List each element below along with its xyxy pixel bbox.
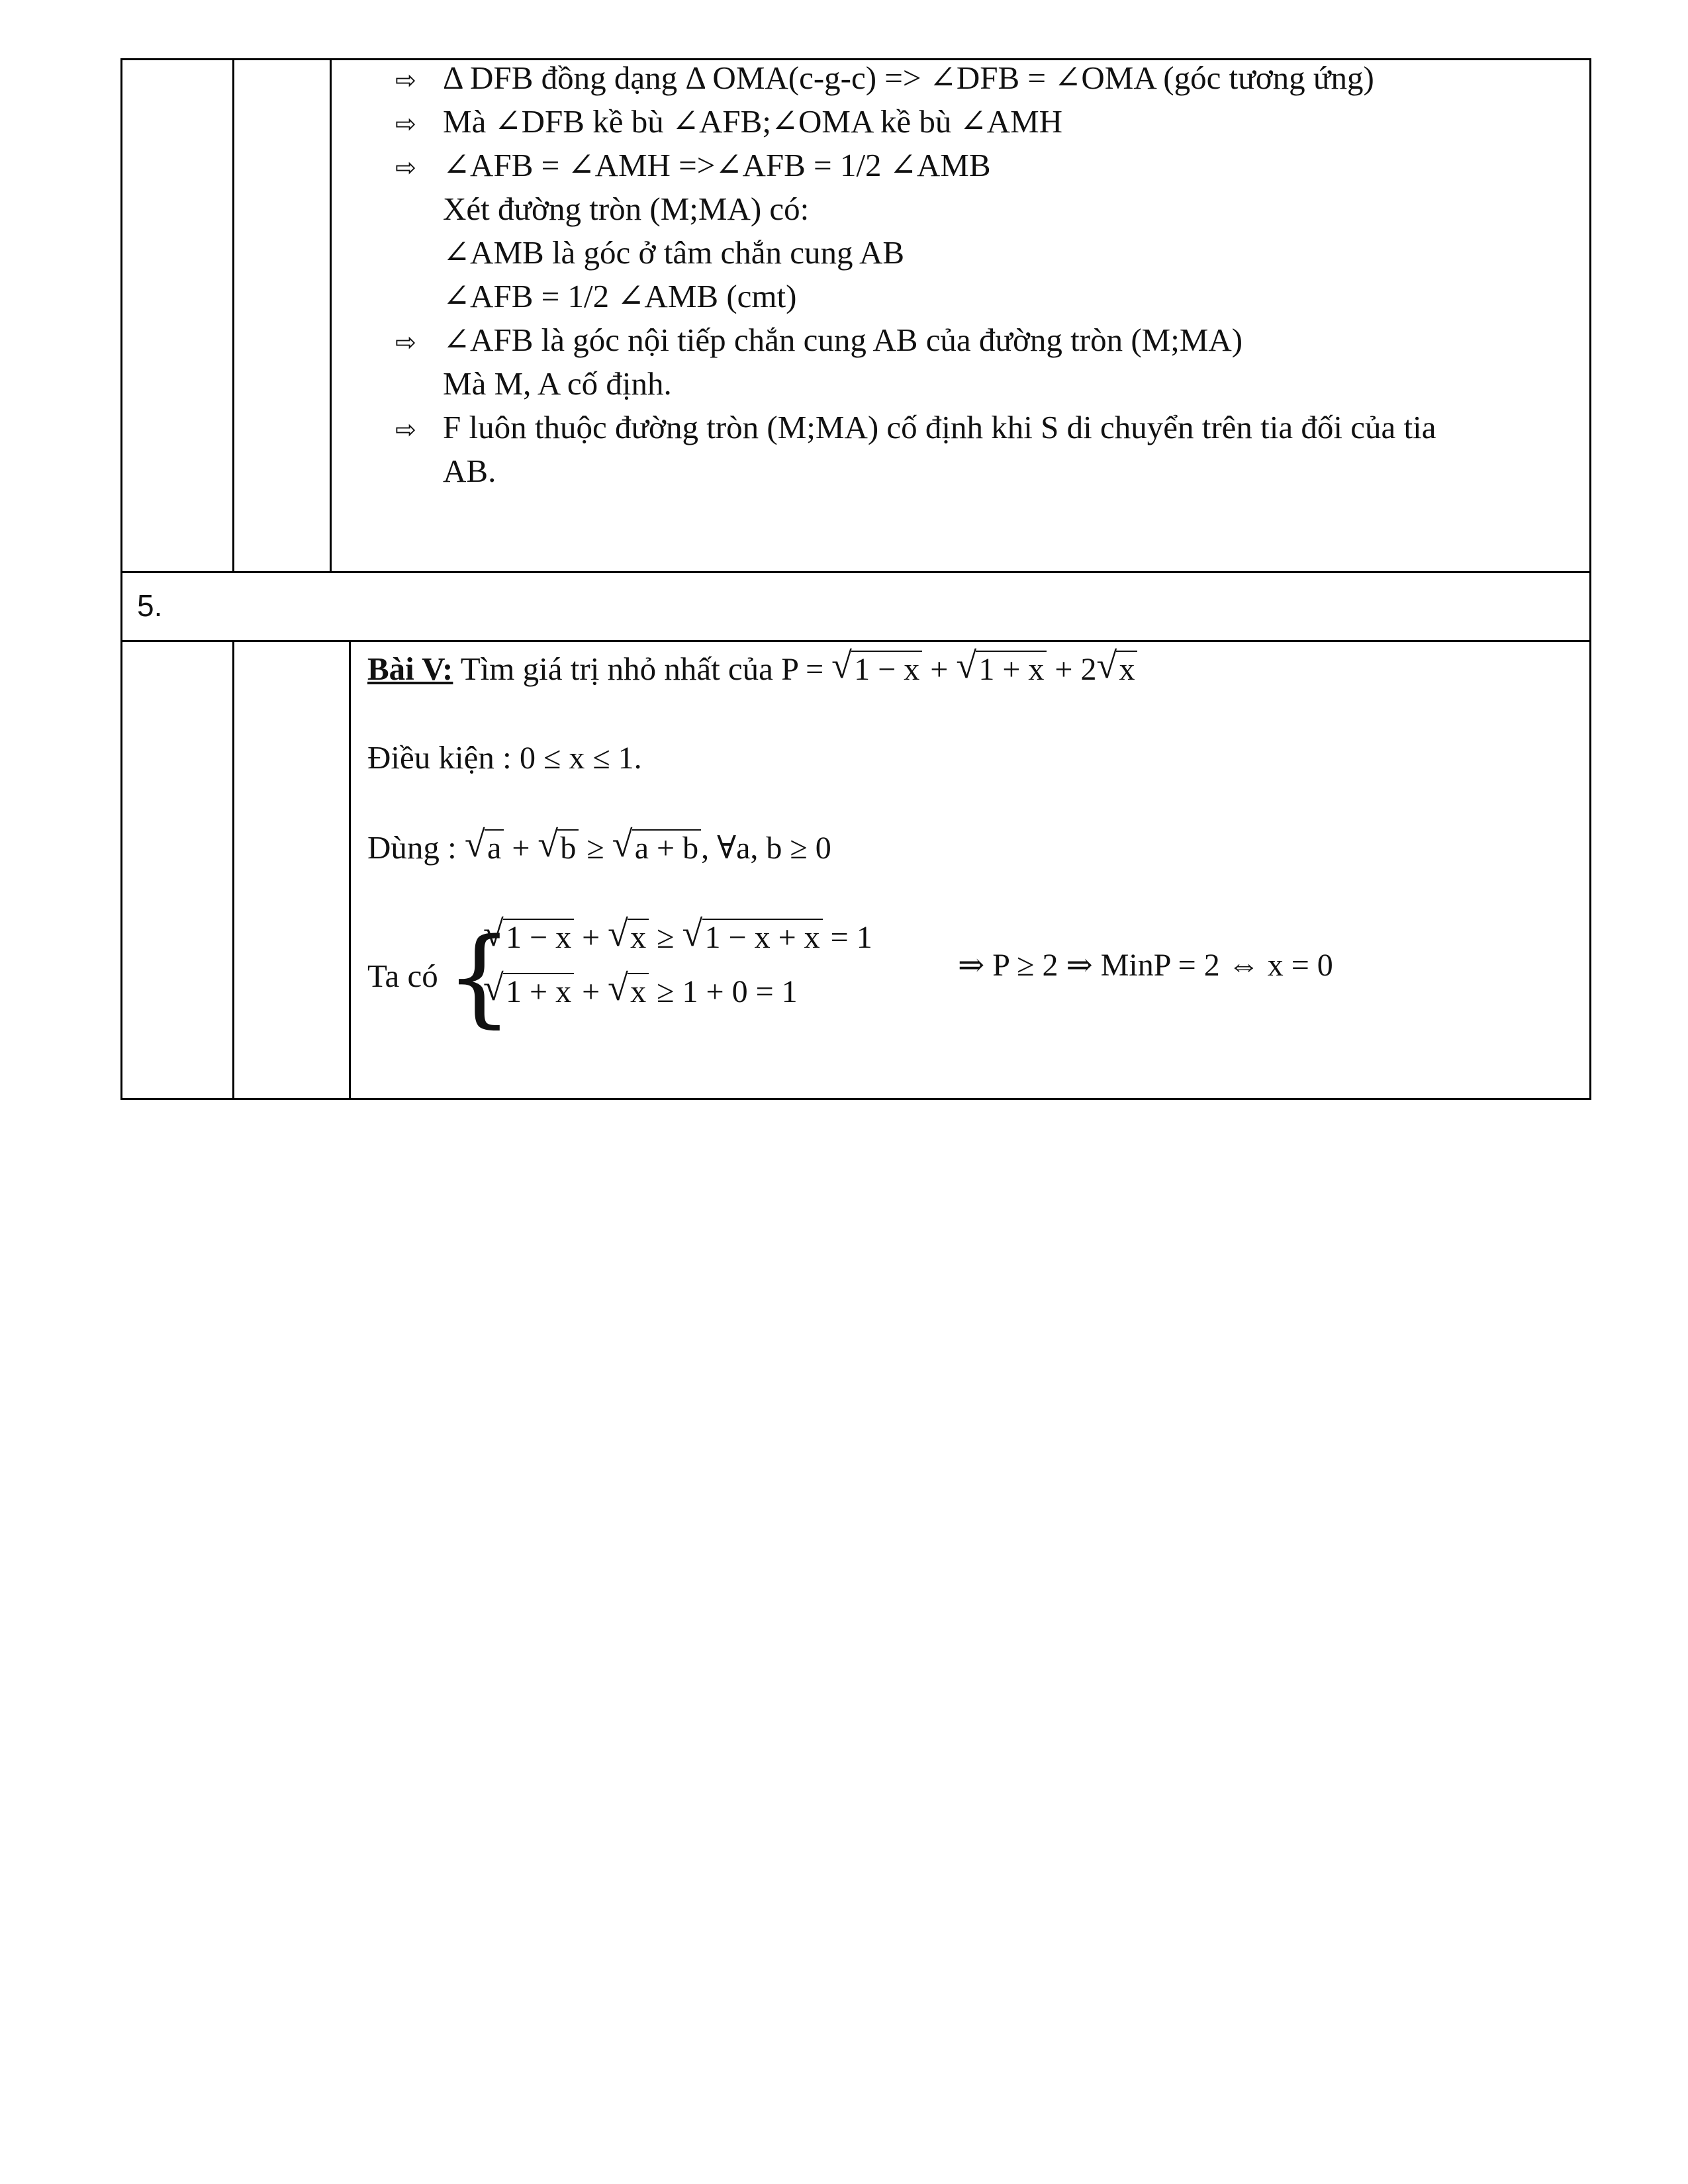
solution-line: Mà M, A cố định. (443, 365, 672, 402)
lemma-line: Dùng : √ a + √ b ≥ √ a + b, ∀a, b ≥ 0 (367, 826, 831, 870)
solution-line: ⇨ ∠AFB = ∠AMH =>∠AFB = 1/2 ∠AMB (395, 144, 1436, 187)
section-number: 5. (137, 588, 163, 623)
lemma-formula: √ a + √ b ≥ √ a + b, ∀a, b ≥ 0 (465, 831, 831, 866)
table-row-solution-part4 (122, 60, 1589, 573)
column-divider (232, 642, 234, 1098)
formula-p: P = √ 1 − x + √ 1 + x + 2√ x (781, 652, 1137, 687)
sqrt-symbol: √ 1 + x (483, 970, 574, 1014)
taco-label: Ta có (367, 958, 438, 994)
sqrt-symbol: √ a + b (612, 827, 701, 870)
system-equation-1: √ 1 − x + √ x ≥ √ 1 − x + x = 1 (483, 916, 872, 960)
condition-line: Điều kiện : 0 ≤ x ≤ 1. (367, 739, 642, 776)
implies-arrow-icon: ⇨ (395, 415, 416, 444)
system-block (367, 915, 1559, 1047)
sqrt-symbol: √ 1 + x (956, 648, 1047, 692)
sqrt-symbol: √ a (465, 827, 504, 870)
table-row-section-header (122, 573, 1589, 642)
solution-line: Xét đường tròn (M;MA) có: (443, 191, 810, 227)
sqrt-symbol: √ 1 − x + x (682, 916, 823, 960)
solution-line: ⇨ Δ DFB đồng dạng Δ OMA(c-g-c) => ∠DFB = ∠OMA (góc tương ứng) (395, 56, 1436, 100)
problem-title-line (367, 647, 1137, 692)
sqrt-symbol: √ 1 − x (831, 648, 922, 692)
sqrt-symbol: √ x (608, 970, 649, 1014)
conclusion: ⇒ P ≥ 2 ⇒ MinP = 2 ⇔ x = 0 (958, 948, 1333, 983)
column-divider (349, 642, 351, 1098)
problem-title: Bài V: (367, 651, 453, 687)
solution-line: ⇨ Mà ∠DFB kề bù ∠AFB;∠OMA kề bù ∠AMH (395, 100, 1436, 144)
implies-arrow-icon: ⇨ (395, 153, 416, 182)
system-equation-2: √ 1 + x + √ x ≥ 1 + 0 = 1 (483, 970, 798, 1014)
left-brace-icon: { (445, 915, 513, 1038)
sqrt-symbol: √ 1 − x (483, 916, 574, 960)
column-divider (330, 60, 332, 571)
solution-line: ⇨ ∠AFB là góc nội tiếp chắn cung AB của đường tròn (M;MA) (395, 318, 1436, 362)
problem-5-content (367, 642, 1572, 1092)
answer-table (120, 58, 1591, 1100)
solution-line: ∠AFB = 1/2 ∠AMB (cmt) (443, 278, 797, 314)
implies-arrow-icon: ⇨ (395, 109, 416, 138)
implies-arrow-icon: ⇨ (395, 66, 416, 95)
implies-arrow-icon: ⇨ (395, 328, 416, 357)
problem-task: Tìm giá trị nhỏ nhất của (460, 651, 773, 687)
solution-text-block (395, 56, 1436, 493)
table-row-problem-5 (122, 642, 1589, 1098)
sqrt-symbol: √ x (1096, 648, 1137, 692)
solution-line: AB. (443, 453, 496, 489)
column-divider (232, 60, 234, 571)
solution-line: ∠AMB là góc ở tâm chắn cung AB (443, 234, 905, 271)
sqrt-symbol: √ x (608, 916, 649, 960)
sqrt-symbol: √ b (538, 827, 579, 870)
solution-line: ⇨ F luôn thuộc đường tròn (M;MA) cố định khi S di chuyển trên tia đối của tia (395, 406, 1436, 449)
